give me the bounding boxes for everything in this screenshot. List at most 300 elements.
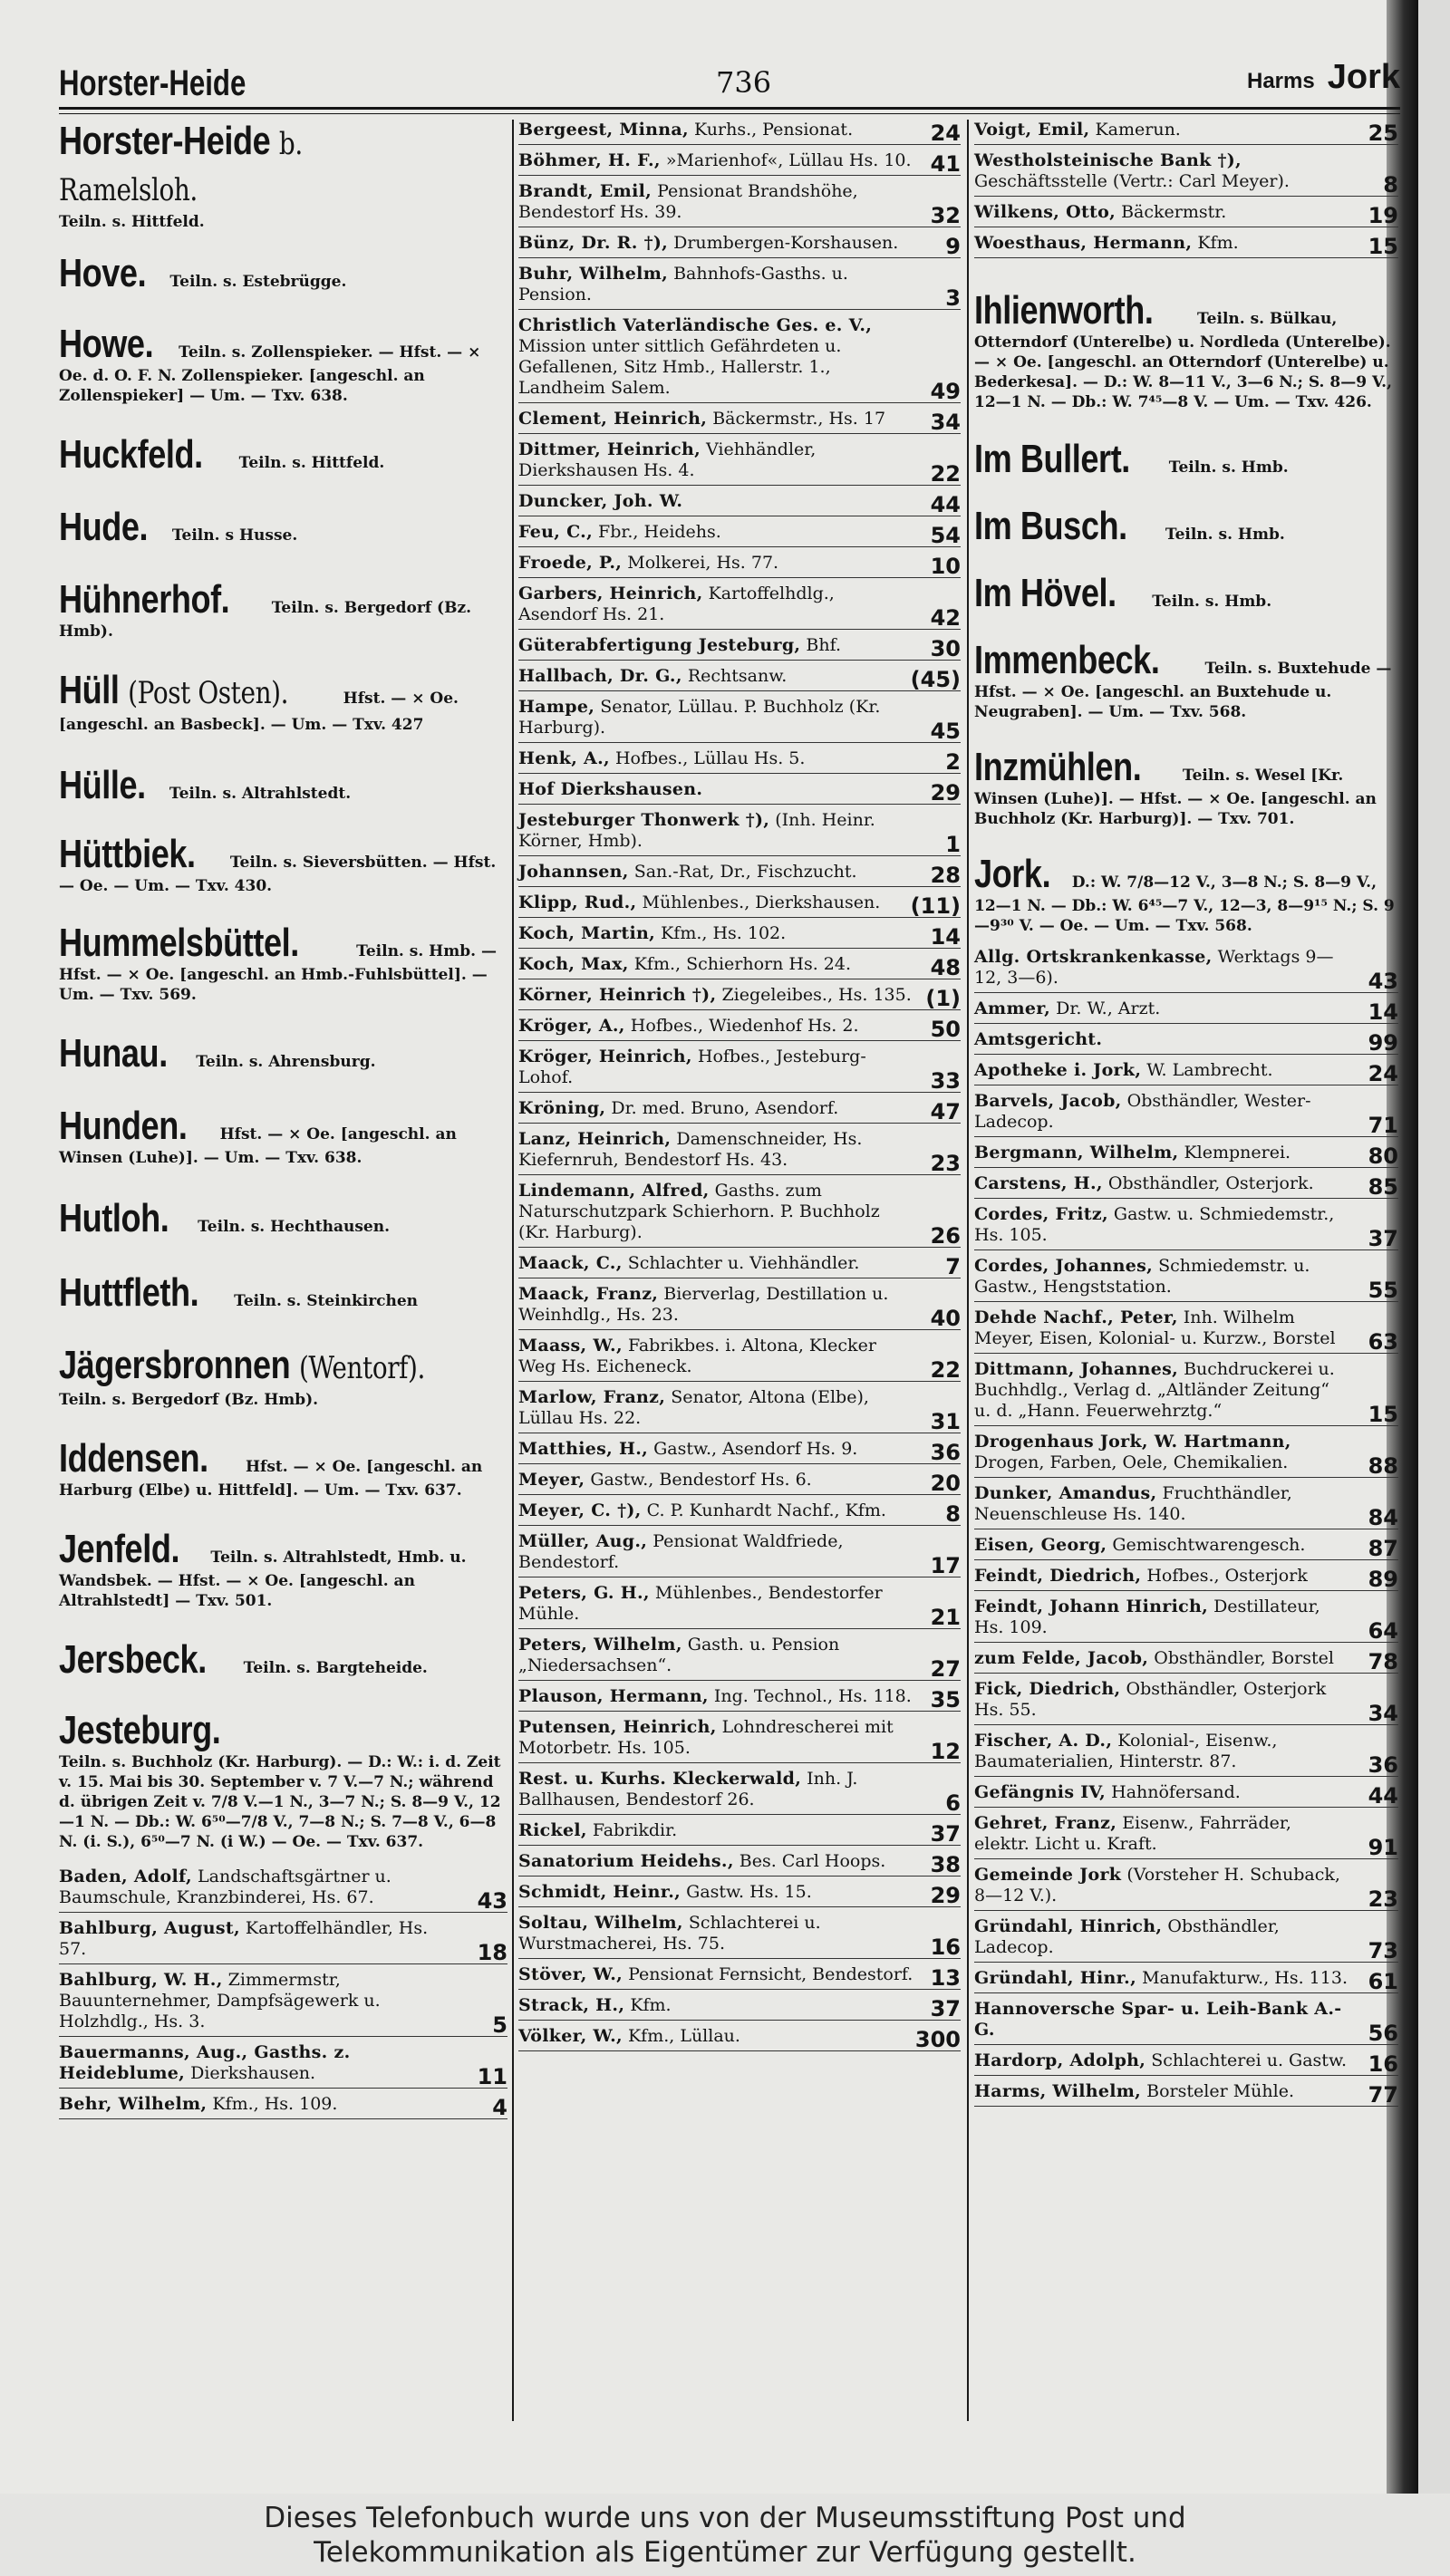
place-info: Teiln. s. Altrahlstedt.	[169, 785, 352, 803]
entry-detail: Senator, Altona (Elbe), Lüllau Hs. 22.	[518, 1387, 869, 1428]
phone-number: 64	[1368, 1618, 1398, 1644]
listing-entry	[518, 779, 961, 805]
header-last-entry: Harms	[1247, 69, 1315, 93]
entry-detail: Ing. Technol., Hs. 118.	[713, 1686, 912, 1706]
place-info: Teiln. s. Hittfeld.	[238, 454, 385, 472]
listing-entry	[518, 120, 961, 145]
phone-number: 23	[930, 1151, 961, 1176]
entry-detail: Dr. med. Bruno, Asendorf.	[611, 1098, 839, 1118]
phone-number: 21	[930, 1605, 961, 1630]
listing-entry	[518, 1129, 961, 1175]
entry-detail: San.-Rat, Dr., Fischzucht.	[633, 862, 857, 882]
listing-entry	[518, 748, 961, 774]
phone-number: 1	[945, 832, 961, 857]
phone-number: 87	[1368, 1536, 1398, 1561]
entry-name: Hardorp, Adolph,	[974, 2050, 1146, 2070]
place-name: Iddensen.	[59, 1436, 208, 1481]
phone-number: 14	[1368, 999, 1398, 1025]
entry-name: Johannsen,	[518, 862, 629, 882]
footer-notice	[0, 2494, 1450, 2576]
entry-name: Rest. u. Kurhs. Kleckerwald,	[518, 1769, 802, 1789]
column-divider	[512, 120, 514, 2421]
place-info: Teiln. s. Bergedorf (Bz. Hmb).	[59, 599, 472, 641]
entry-detail: Senator, Lüllau. P. Buchholz (Kr. Harburg).	[518, 697, 881, 738]
phone-number: 29	[930, 1883, 961, 1908]
phone-number: (45)	[910, 667, 961, 692]
listing-entry	[974, 1432, 1398, 1478]
entry-detail: Lohndrescherei mit Motorbetr. Hs. 105.	[518, 1717, 894, 1758]
listing-entry: Bauermanns, Aug., Gasths. z. Heideblume, Dierkshausen. 11	[59, 2042, 508, 2089]
phone-number: 12	[930, 1739, 961, 1764]
phone-number: 15	[1368, 1402, 1398, 1427]
entry-detail: Eisenw., Fahrräder, elektr. Licht u. Kraft.	[974, 1813, 1291, 1854]
entry-name: Hallbach, Dr. G.,	[518, 666, 682, 686]
entry-detail: Hofbes., Osterjork	[1146, 1566, 1308, 1586]
place-name: Jesteburg.	[59, 1708, 221, 1752]
entry-detail: Gastw., Asendorf Hs. 9.	[653, 1439, 858, 1459]
header-first-place: Horster-Heide	[59, 63, 246, 103]
entry-detail: Inh. Wilhelm Meyer, Eisen, Kolonial- u. Kurzw., Borstel	[974, 1307, 1336, 1348]
phone-number: 38	[930, 1852, 961, 1877]
phone-number: 14	[930, 924, 961, 950]
place-heading	[974, 289, 1398, 412]
entry-name: Maack, C.,	[518, 1253, 623, 1273]
listing-entry	[518, 635, 961, 661]
listing-entry	[518, 1686, 961, 1712]
entry-detail: Drogen, Farben, Oele, Chemikalien.	[974, 1452, 1289, 1472]
listing-entry	[518, 1016, 961, 1041]
entry-detail: Fbr., Heidehs.	[598, 522, 721, 542]
place-name: Im Hövel.	[974, 571, 1116, 615]
entry-detail: Obsthändler, Ladecop.	[974, 1916, 1280, 1957]
entry-detail: Kfm., Lüllau.	[627, 2026, 740, 2046]
entry-detail: Hofbes., Lüllau Hs. 5.	[614, 748, 806, 768]
listing-entry: Bahlburg, August, Kartoffelhändler, Hs. 57. 18	[59, 1918, 508, 1965]
listing-entry	[974, 150, 1398, 197]
place-heading	[59, 120, 508, 232]
footer-line-2: Telekommunikation als Eigentümer zur Verfügung gestellt.	[314, 2536, 1136, 2569]
listing-entry	[518, 892, 961, 918]
entry-name: Kröger, A.,	[518, 1016, 625, 1036]
entry-name: Harms, Wilhelm,	[974, 2081, 1142, 2101]
phone-number: 10	[930, 554, 961, 579]
listing-entry	[974, 1865, 1398, 1911]
place-heading	[974, 639, 1398, 722]
place-heading	[974, 438, 1398, 481]
entry-name: Duncker, Joh. W.	[518, 491, 683, 511]
entry-detail: Kfm.	[1197, 233, 1239, 253]
entry-detail: Kamerun.	[1095, 120, 1181, 140]
place-name: Hummelsbüttel.	[59, 921, 299, 965]
listing-entry	[518, 923, 961, 949]
place-heading	[59, 1032, 508, 1076]
phone-number: 6	[945, 1790, 961, 1816]
entry-detail: Viehhändler, Dierkshausen Hs. 4.	[518, 439, 817, 480]
place-heading	[974, 746, 1398, 829]
place-info: Teiln. s. Estebrügge.	[169, 273, 347, 291]
phone-number: 26	[930, 1223, 961, 1249]
listing-entry	[518, 1500, 961, 1526]
entry-name: Garbers, Heinrich,	[518, 584, 703, 603]
place-name: Jenfeld.	[59, 1527, 180, 1571]
phone-number: 34	[1368, 1701, 1398, 1726]
phone-number: 16	[1368, 2051, 1398, 2077]
entry-name: Froede, P.,	[518, 553, 623, 573]
entry-name: Fischer, A. D.,	[974, 1731, 1113, 1751]
listing-entry	[518, 1635, 961, 1681]
place-info: Teiln. s. Hittfeld.	[59, 213, 205, 231]
entry-detail: Kurhs., Pensionat.	[693, 120, 854, 140]
place-info: Hfst. — × Oe. [angeschl. an Basbeck]. — Um. — Txv. 427	[59, 690, 459, 734]
listing-entry	[518, 439, 961, 486]
place-heading	[974, 853, 1398, 936]
entry-name: Lindemann, Alfred,	[518, 1181, 710, 1201]
entry-detail: Kartoffelhdlg., Asendorf Hs. 21.	[518, 584, 835, 624]
entry-name: Buhr, Wilhelm,	[518, 264, 669, 284]
phone-number: 99	[1368, 1030, 1398, 1056]
listing-entry	[974, 1029, 1398, 1055]
entry-detail: Gastw. Hs. 15.	[686, 1882, 812, 1902]
entry-name: Dittmer, Heinrich,	[518, 439, 701, 459]
place-info: Teiln. s. Zollenspieker. — Hfst. — × Oe. d. O. F. N. Zollenspieker. [angeschl. an Zollenspieker] — Um. — Txv. 638.	[59, 343, 481, 405]
phone-number: 48	[930, 955, 961, 980]
phone-number: 300	[914, 2027, 961, 2052]
entry-name: Wilkens, Otto,	[974, 202, 1116, 222]
place-heading	[59, 921, 508, 1005]
phone-number: 7	[945, 1254, 961, 1279]
listing-entry	[518, 1336, 961, 1382]
entry-detail: Hahnöfersand.	[1111, 1782, 1241, 1802]
entry-name: Dunker, Amandus,	[974, 1483, 1157, 1503]
place-name: Hunden.	[59, 1104, 188, 1148]
entry-name: Lanz, Heinrich,	[518, 1129, 672, 1149]
entry-name: Voigt, Emil,	[974, 120, 1090, 140]
listing-entry	[974, 2050, 1398, 2076]
listing-entry	[518, 810, 961, 856]
phone-number: 4	[492, 2095, 508, 2120]
phone-number: 61	[1368, 1969, 1398, 1994]
phone-number: 47	[930, 1099, 961, 1124]
place-name: Hunau.	[59, 1031, 168, 1076]
listing-entry	[974, 1597, 1398, 1643]
phone-number: 24	[1368, 1061, 1398, 1086]
place-info: Hfst. — × Oe. [angeschl. an Harburg (Elbe) u. Hittfeld]. — Um. — Txv. 637.	[59, 1458, 483, 1500]
column-divider	[967, 120, 969, 2421]
phone-number: 16	[930, 1934, 961, 1960]
phone-number: 29	[930, 780, 961, 806]
entry-detail: Bahnhofs-Gasths. u. Pension.	[518, 264, 848, 304]
listing-entry	[518, 1995, 961, 2021]
phone-number: 3	[945, 285, 961, 311]
place-heading	[59, 1528, 508, 1611]
listing-entry	[518, 1882, 961, 1907]
phone-number: 89	[1368, 1567, 1398, 1592]
entry-name: Dehde Nachf., Peter,	[974, 1307, 1178, 1327]
place-name: Inzmühlen.	[974, 745, 1142, 789]
place-info: Teiln. s. Buchholz (Kr. Harburg). — D.: W.: i. d. Zeit v. 15. Mai bis 30. September v. 7 V.—7 N.; während d. übrigen Zeit v. 7/8 V.—1 N., 3—7 N.; S. 8—9 V., 12—1 N. — Db.: W. 6⁵⁰—7/8 V., 7—8 N.; S. 7—8 V., 6—8 N. (i. S.), 6⁵⁰—7 N. (i W.) — Oe. — Txv. 637.	[59, 1753, 501, 1851]
place-name: Hutloh.	[59, 1196, 169, 1240]
phone-number: 32	[930, 203, 961, 228]
entry-name: Stöver, W.,	[518, 1964, 624, 1984]
entry-name: Plauson, Hermann,	[518, 1686, 709, 1706]
entry-detail: Geschäftsstelle (Vertr.: Carl Meyer).	[974, 171, 1290, 191]
entry-detail: (Vorsteher H. Schuback, 8—12 V.).	[974, 1865, 1340, 1905]
entry-name: Gefängnis IV,	[974, 1782, 1107, 1802]
place-info: Teiln. s. Hmb. — Hfst. — × Oe. [angeschl. an Hmb.-Fuhlsbüttel]. — Um. — Txv. 569.	[59, 942, 497, 1004]
place-name: Hülle.	[59, 763, 146, 807]
place-info: Teiln. s. Wesel [Kr. Winsen (Luhe)]. — Hfst. — × Oe. [angeschl. an Buchholz (Kr. Harburg)]. — Txv. 701.	[974, 767, 1377, 828]
entry-detail: Werktags 9—12, 3—6).	[974, 947, 1334, 988]
entry-name: Dittmann, Johannes,	[974, 1359, 1179, 1379]
place-heading	[59, 669, 508, 735]
listing-entry	[974, 1999, 1398, 2045]
entry-name: Müller, Aug.,	[518, 1531, 648, 1551]
entry-detail: Rechtsanw.	[687, 666, 788, 686]
listing-entry	[974, 1782, 1398, 1808]
entry-name: Soltau, Wilhelm,	[518, 1913, 683, 1933]
listing-entry	[518, 584, 961, 630]
entry-detail: Hofbes., Jesteburg-Lohof.	[518, 1047, 866, 1087]
entry-name: Cordes, Fritz,	[974, 1204, 1108, 1224]
phone-number: 80	[1368, 1143, 1398, 1169]
place-name: Im Bullert.	[974, 437, 1130, 481]
listing-entry	[518, 697, 961, 743]
listing-entry	[518, 954, 961, 979]
phone-number: 25	[1368, 121, 1398, 146]
phone-number: 44	[930, 492, 961, 517]
entry-name: Strack, H.,	[518, 1995, 625, 2015]
place-heading	[59, 506, 508, 549]
phone-number: 55	[1368, 1278, 1398, 1303]
listing-entry	[518, 2026, 961, 2051]
listing-entry	[974, 2081, 1398, 2107]
entry-name: Barvels, Jacob,	[974, 1091, 1122, 1111]
entry-name: Clement, Heinrich,	[518, 409, 708, 429]
listing-entry	[518, 1284, 961, 1330]
phone-number: 63	[1368, 1329, 1398, 1355]
phone-number: 40	[930, 1306, 961, 1331]
entry-name: Körner, Heinrich †),	[518, 985, 717, 1005]
entry-name: Ammer,	[974, 999, 1051, 1018]
phone-number: 27	[930, 1656, 961, 1682]
phone-number: 34	[930, 410, 961, 435]
phone-number: 37	[1368, 1226, 1398, 1251]
place-info: Teiln. s. Hmb.	[1152, 593, 1272, 611]
entry-name: Jesteburger Thonwerk †),	[518, 810, 770, 830]
place-info: Hfst. — × Oe. [angeschl. an Winsen (Luhe)]. — Um. — Txv. 638.	[59, 1125, 457, 1167]
listing-entry	[518, 1913, 961, 1959]
place-info: Teiln. s. Ahrensburg.	[196, 1053, 376, 1071]
place-heading	[59, 252, 508, 295]
place-heading	[59, 1709, 508, 1852]
entry-name: Eisen, Georg,	[974, 1535, 1107, 1555]
phone-number: 50	[930, 1017, 961, 1042]
phone-number: 9	[945, 234, 961, 259]
phone-number: 45	[930, 719, 961, 744]
entry-name: Klipp, Rud.,	[518, 892, 637, 912]
entry-name: Christlich Vaterländische Ges. e. V.,	[518, 315, 873, 335]
listing-entry	[974, 1256, 1398, 1302]
entry-name: Rickel,	[518, 1820, 587, 1840]
place-info: D.: W. 7/8—12 V., 3—8 N.; S. 8—9 V., 12—1 N. — Db.: W. 6⁴⁵—7 V., 12—3, 8—9¹⁵ N.; S. 9—9³⁰ V. — Oe. — Um. — Txv. 568.	[974, 873, 1395, 935]
entry-name: Maack, Franz,	[518, 1284, 659, 1304]
phone-number: 36	[1368, 1752, 1398, 1778]
place-name: Horster-Heide b. Ramelsloh.	[59, 119, 303, 208]
entry-name: Koch, Max,	[518, 954, 629, 974]
place-heading	[974, 572, 1398, 615]
entry-detail: Pensionat Fernsicht, Bendestorf.	[628, 1964, 914, 1984]
entry-detail: Borsteler Mühle.	[1146, 2081, 1294, 2101]
header-rule	[59, 107, 1400, 110]
entry-name: Völker, W.,	[518, 2026, 623, 2046]
entry-detail: Gemischtwarengesch.	[1112, 1535, 1306, 1555]
entry-name: Gründahl, Hinrich,	[974, 1916, 1163, 1936]
place-heading	[59, 1197, 508, 1240]
phone-number: 43	[477, 1888, 508, 1914]
entry-detail: C. P. Kunhardt Nachf., Kfm.	[646, 1500, 886, 1520]
entry-detail: Schlachter u. Viehhändler.	[627, 1253, 860, 1273]
phone-number: 8	[945, 1501, 961, 1527]
listing-entry	[974, 1204, 1398, 1250]
entry-name: Allg. Ortskrankenkasse,	[974, 947, 1213, 967]
entry-detail: Buchdruckerei u. Buchhdlg., Verlag d. „Altländer Zeitung“ u. d. „Hann. Feuerwehrztg.“	[974, 1359, 1335, 1421]
entry-name: Peters, G. H.,	[518, 1583, 650, 1603]
listing-entry	[518, 1851, 961, 1877]
phone-number: 22	[930, 1357, 961, 1383]
entry-name: Güterabfertigung Jesteburg,	[518, 635, 801, 655]
entry-name: Hampe,	[518, 697, 595, 717]
entry-name: Meyer,	[518, 1470, 585, 1490]
entry-name: Hof Dierkshausen.	[518, 779, 703, 799]
listing-entry	[518, 1047, 961, 1093]
phone-number: 24	[930, 121, 961, 146]
phone-number: 2	[945, 749, 961, 775]
entry-detail: Mission unter sittlich Gefährdeten u. Gefallenen, Sitz Hmb., Hallerstr. 1., Landheim Salem.	[518, 336, 842, 398]
place-info: Teiln. s. Buxtehude — Hfst. — × Oe. [angeschl. an Buxtehude u. Neugraben]. — Um. — Txv. 568.	[974, 660, 1392, 721]
entry-detail: Drumbergen-Korshausen.	[673, 233, 899, 253]
phone-number: 5	[492, 2012, 508, 2038]
entry-detail: W. Lambrecht.	[1146, 1060, 1273, 1080]
entry-detail: Bäckermstr., Hs. 17	[712, 409, 886, 429]
entry-name: Henk, A.,	[518, 748, 610, 768]
entry-name: Bünz, Dr. R. †),	[518, 233, 669, 253]
phone-number: 37	[930, 1996, 961, 2021]
listing-entry	[518, 1439, 961, 1464]
phone-number: 35	[930, 1687, 961, 1713]
phone-number: 11	[477, 2064, 508, 2089]
entry-name: Putensen, Heinrich,	[518, 1717, 717, 1737]
place-name: Ihlienworth.	[974, 288, 1154, 333]
phone-number: 22	[930, 461, 961, 487]
phone-number: (1)	[925, 986, 961, 1011]
entry-name: Kröger, Heinrich,	[518, 1047, 692, 1066]
entry-detail: Kfm., Schierhorn Hs. 24.	[633, 954, 852, 974]
entry-name: Amtsgericht.	[974, 1029, 1103, 1049]
entry-detail: Gastw., Bendestorf Hs. 6.	[590, 1470, 812, 1490]
listing-entry	[518, 409, 961, 434]
phone-number: 43	[1368, 969, 1398, 994]
phone-number: 20	[930, 1471, 961, 1496]
place-heading	[59, 323, 508, 406]
listing-entry: Behr, Wilhelm, Kfm., Hs. 109. 4	[59, 2094, 508, 2120]
place-heading	[59, 833, 508, 896]
listing-entry	[974, 1813, 1398, 1859]
listing-entry	[518, 1098, 961, 1124]
place-info: Teiln. s. Sieversbütten. — Hfst. — Oe. — Um. — Txv. 430.	[59, 854, 497, 895]
listing-entry	[974, 1307, 1398, 1354]
entry-name: Cordes, Johannes,	[974, 1256, 1154, 1276]
listing-entry	[974, 1731, 1398, 1777]
entry-detail: Fabrikdir.	[592, 1820, 678, 1840]
entry-detail: Molkerei, Hs. 77.	[627, 553, 779, 573]
phone-number: 37	[930, 1821, 961, 1847]
listing-entry	[974, 1679, 1398, 1725]
phone-number: 88	[1368, 1453, 1398, 1479]
entry-detail: Bes. Carl Hoops.	[739, 1851, 886, 1871]
phone-number: 91	[1368, 1835, 1398, 1860]
entry-detail: Ziegeleibes., Hs. 135.	[721, 985, 912, 1005]
entry-detail: Obsthändler, Osterjork Hs. 55.	[974, 1679, 1327, 1720]
place-info: Teiln. s. Bargteheide.	[243, 1659, 428, 1677]
phone-number: 49	[930, 379, 961, 404]
entry-detail: Fruchthändler, Neuenschleuse Hs. 140.	[974, 1483, 1292, 1524]
entry-detail: Dr. W., Arzt.	[1056, 999, 1161, 1018]
place-name: Howe.	[59, 322, 154, 366]
listing-entry	[974, 1648, 1398, 1674]
place-heading	[59, 1638, 508, 1682]
listing-entry	[974, 1916, 1398, 1963]
listing-entry	[974, 1968, 1398, 1993]
entry-name: Meyer, C. †),	[518, 1500, 642, 1520]
phone-number: 78	[1368, 1649, 1398, 1674]
entry-detail: Schlachterei u. Wurstmacherei, Hs. 75.	[518, 1913, 821, 1954]
entry-detail: Manufakturw., Hs. 113.	[1142, 1968, 1348, 1988]
entry-detail: Damenschneider, Hs. Kiefernruh, Bendestorf Hs. 43.	[518, 1129, 863, 1170]
listing-entry	[974, 999, 1398, 1024]
listing-entry	[518, 1470, 961, 1495]
entry-detail: Hofbes., Wiedenhof Hs. 2.	[630, 1016, 859, 1036]
place-name: Hude.	[59, 505, 149, 549]
footer-line-1: Dieses Telefonbuch wurde uns von der Museumsstiftung Post und	[264, 2502, 1186, 2534]
place-name: Hüll (Post Osten).	[59, 668, 289, 712]
entry-detail: Mühlenbes., Bendestorfer Mühle.	[518, 1583, 883, 1624]
listing-entry	[518, 181, 961, 227]
listing-entry	[518, 522, 961, 547]
header-rule-thin	[59, 113, 1400, 114]
entry-detail: Klempnerei.	[1184, 1143, 1291, 1163]
entry-name: Kröning,	[518, 1098, 606, 1118]
place-info: Teiln. s Husse.	[171, 526, 298, 545]
listing-entry	[518, 491, 961, 516]
entry-name: Carstens, H.,	[974, 1173, 1103, 1193]
listing-entry	[974, 1143, 1398, 1168]
listing-entry	[518, 1717, 961, 1763]
phone-number: (11)	[910, 893, 961, 919]
place-heading	[59, 433, 508, 477]
listing-entry	[518, 233, 961, 258]
entry-name: Fick, Diedrich,	[974, 1679, 1121, 1699]
place-info: Teiln. s. Bülkau, Otterndorf (Unterelbe) u. Nordleda (Unterelbe). — × Oe. [angeschl. an Otterndorf (Unterelbe) u. Bederkesa]. — D.: W. 8—11 V., 3—6 N.; S. 8—9 V., 12—1 N. — Db.: W. 7⁴⁵—8 V. — Um. — Txv. 426.	[974, 310, 1393, 411]
place-info: Teiln. s. Altrahlstedt, Hmb. u. Wandsbek. — Hfst. — × Oe. [angeschl. an Altrahlstedt] — Txv. 501.	[59, 1548, 467, 1610]
entry-detail: Gasths. zum Naturschutzpark Schierhorn. P. Buchholz (Kr. Harburg).	[518, 1181, 880, 1242]
listing-entry	[974, 947, 1398, 993]
listing-entry	[974, 233, 1398, 258]
entry-detail: Pensionat Brandshöhe, Bendestorf Hs. 39.	[518, 181, 858, 222]
entry-detail: »Marienhof«, Lüllau Hs. 10.	[665, 150, 912, 170]
listing-entry: Baden, Adolf, Landschaftsgärtner u. Baumschule, Kranzbinderei, Hs. 67. 43	[59, 1867, 508, 1914]
entry-name: Bergeest, Minna,	[518, 120, 689, 140]
entry-detail: Gastw. u. Schmiedemstr., Hs. 105.	[974, 1204, 1335, 1245]
